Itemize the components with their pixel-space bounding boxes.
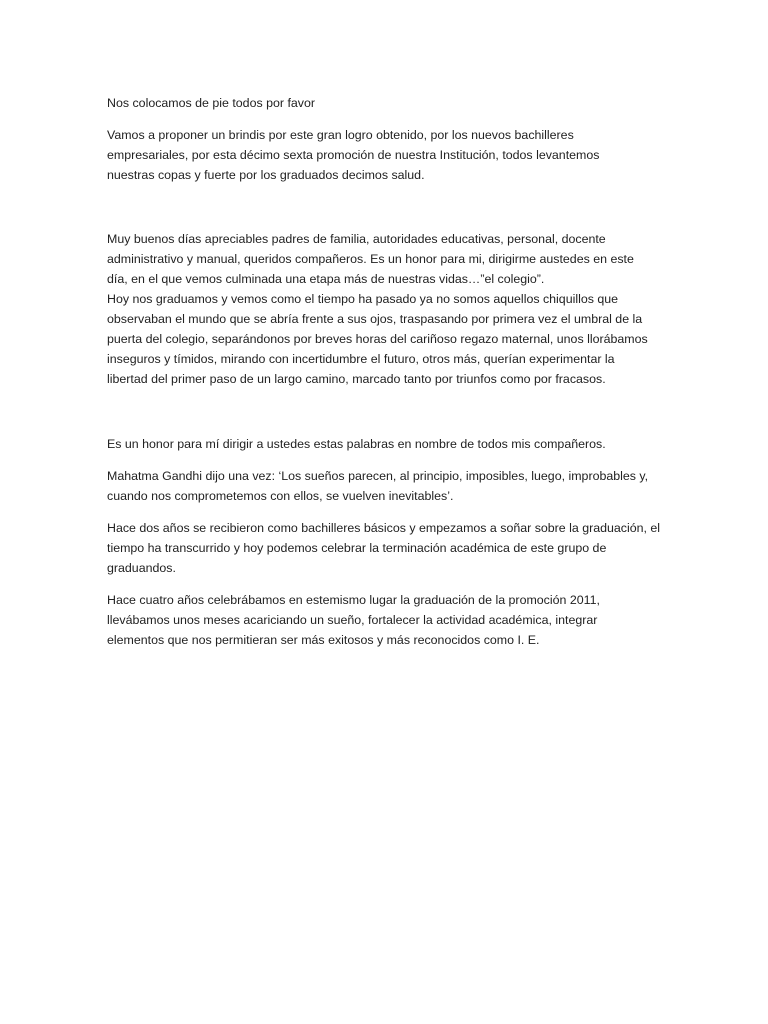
paragraph-toast xyxy=(107,125,667,185)
text-line: graduandos. xyxy=(107,561,176,575)
text-line: Es un honor para mí dirigir a ustedes estas palabras en nombre de todos mis compañeros. xyxy=(107,437,606,451)
paragraph-honor xyxy=(107,434,667,454)
text-line: cuando nos comprometemos con ellos, se vuelven inevitables’. xyxy=(107,489,454,503)
text-line: Nos colocamos de pie todos por favor xyxy=(107,96,315,110)
text-line: Vamos a proponer un brindis por este gran logro obtenido, por los nuevos bachilleres xyxy=(107,128,574,142)
text-line: Hace dos años se recibieron como bachilleres básicos y empezamos a soñar sobre la graduación, el xyxy=(107,521,661,535)
paragraph-four-years xyxy=(107,590,667,650)
text-line: elementos que nos permitieran ser más exitosos y más reconocidos como I. E. xyxy=(107,633,540,647)
text-line: administrativo y manual, queridos compañeros. Es un honor para mi, dirigirme austedes en este xyxy=(107,252,634,266)
text-line: Muy buenos días apreciables padres de familia, autoridades educativas, personal, docente xyxy=(107,232,606,246)
paragraph-two-years xyxy=(107,518,667,578)
text-line: llevábamos unos meses acariciando un sueño, fortalecer la actividad académica, integrar xyxy=(107,613,598,627)
paragraph-spacer xyxy=(107,197,667,229)
document-body xyxy=(107,93,667,662)
text-line: Hoy nos graduamos y vemos como el tiempo ha pasado ya no somos aquellos chiquillos que xyxy=(107,292,619,306)
paragraph-stand-up xyxy=(107,93,667,113)
text-line: Hace cuatro años celebrábamos en estemismo lugar la graduación de la promoción 2011, xyxy=(107,593,600,607)
text-line: tiempo ha transcurrido y hoy podemos celebrar la terminación académica de este grupo de xyxy=(107,541,607,555)
text-line: puerta del colegio, separándonos por breves horas del cariñoso regazo maternal, unos llorábamos xyxy=(107,332,648,346)
text-line: libertad del primer paso de un largo camino, marcado tanto por triunfos como por fracasos. xyxy=(107,372,606,386)
text-line: inseguros y tímidos, mirando con incertidumbre el futuro, otros más, querían experimentar la xyxy=(107,352,615,366)
text-line: observaban el mundo que se abría frente a sus ojos, traspasando por primera vez el umbral de la xyxy=(107,312,643,326)
text-line: nuestras copas y fuerte por los graduados decimos salud. xyxy=(107,168,425,182)
paragraph-greeting xyxy=(107,229,667,389)
text-line: empresariales, por esta décimo sexta promoción de nuestra Institución, todos levantemos xyxy=(107,148,600,162)
paragraph-spacer xyxy=(107,401,667,434)
text-line: Mahatma Gandhi dijo una vez: ‘Los sueños parecen, al principio, imposibles, luego, improbables y, xyxy=(107,469,649,483)
paragraph-gandhi-quote xyxy=(107,466,667,506)
text-line: día, en el que vemos culminada una etapa más de nuestras vidas…”el colegio”. xyxy=(107,272,545,286)
